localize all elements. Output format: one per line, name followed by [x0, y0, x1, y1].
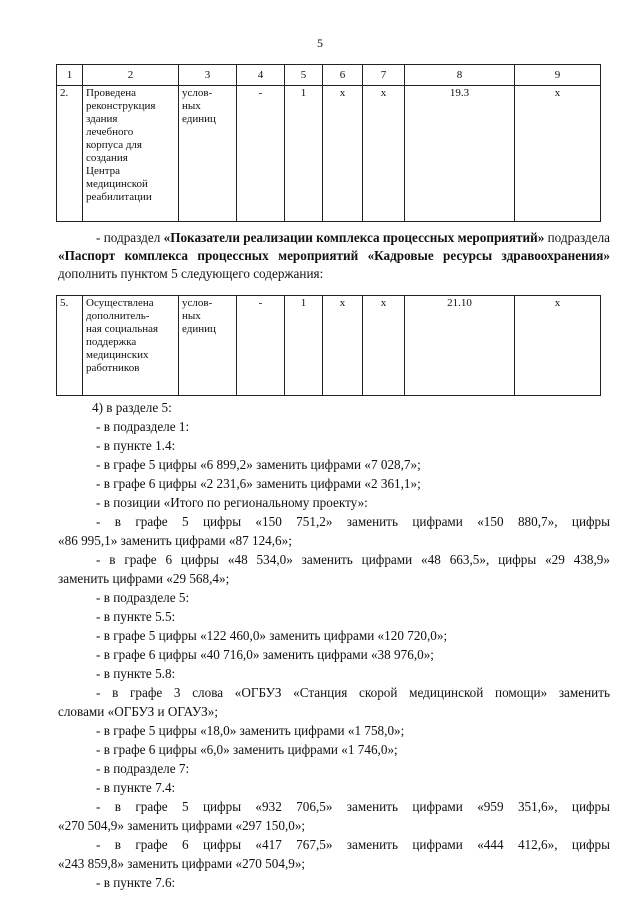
body-line: - в графе 5 цифры «18,0» заменить цифрами «1 758,0»;: [96, 723, 405, 738]
intro-text-2: подраздела: [547, 230, 611, 245]
cell-col7: х: [363, 86, 405, 222]
body-line: - в подразделе 1:: [96, 419, 190, 434]
cell-col8: 19.3: [405, 86, 515, 222]
body-line: - в графе 6 цифры «48 534,0» заменить цифрами «48 663,5», цифры «29 438,9»: [96, 552, 610, 567]
table-row: [57, 86, 601, 222]
row-name: Проведена реконструкция здания лечебного корпуса для создания Центра медицинской реабилитации: [83, 86, 179, 222]
header-cell: 8: [405, 65, 515, 86]
intro-text-1: подраздел: [103, 230, 161, 245]
intro-dash: -: [96, 230, 101, 245]
body-line: - в графе 6 цифры «417 767,5» заменить цифрами «444 412,6», цифры: [96, 837, 610, 852]
intro-quote-2: «Паспорт комплекса процессных мероприятий «Кадровые ресурсы здравоохранения»: [58, 248, 610, 263]
body-line: - в пункте 5.8:: [96, 666, 176, 681]
row-number: 2.: [57, 86, 83, 222]
header-cell: 2: [83, 65, 179, 86]
cell-col4: -: [237, 296, 285, 396]
cell-col4: -: [237, 86, 285, 222]
table-header-row: [57, 65, 601, 86]
intro-paragraph: [58, 229, 610, 283]
header-cell: 7: [363, 65, 405, 86]
body-line: «270 504,9» заменить цифрами «297 150,0»;: [58, 818, 306, 833]
header-cell: 5: [285, 65, 323, 86]
body-line: - в графе 5 цифры «150 751,2» заменить цифрами «150 880,7», цифры: [96, 514, 610, 529]
table-row: [57, 296, 601, 396]
header-cell: 4: [237, 65, 285, 86]
indicator-table-2: [56, 295, 601, 396]
intro-quote-1: «Показатели реализации комплекса процессных мероприятий»: [163, 230, 545, 245]
cell-col5: 1: [285, 296, 323, 396]
cell-col8: 21.10: [405, 296, 515, 396]
body-line: словами «ОГБУЗ и ОГАУЗ»;: [58, 704, 219, 719]
body-line: - в подразделе 5:: [96, 590, 190, 605]
body-line: - в графе 5 цифры «122 460,0» заменить цифрами «120 720,0»;: [96, 628, 448, 643]
body-line: - в позиции «Итого по региональному проекту»:: [96, 495, 368, 510]
cell-col6: х: [323, 86, 363, 222]
body-line: - в графе 6 цифры «2 231,6» заменить цифрами «2 361,1»;: [96, 476, 421, 491]
body-line: - в графе 5 цифры «932 706,5» заменить цифрами «959 351,6», цифры: [96, 799, 610, 814]
row-unit: услов- ных единиц: [179, 86, 237, 222]
cell-col9: х: [515, 86, 601, 222]
body-line: - в пункте 7.4:: [96, 780, 176, 795]
body-line: «86 995,1» заменить цифрами «87 124,6»;: [58, 533, 292, 548]
body-line: - в пункте 5.5:: [96, 609, 176, 624]
body-line: - в пункте 1.4:: [96, 438, 176, 453]
amendment-list: [58, 398, 610, 892]
header-cell: 3: [179, 65, 237, 86]
body-line: - в графе 6 цифры «6,0» заменить цифрами «1 746,0»;: [96, 742, 398, 757]
body-line: заменить цифрами «29 568,4»;: [58, 571, 230, 586]
cell-col7: х: [363, 296, 405, 396]
row-unit: услов- ных единиц: [179, 296, 237, 396]
header-cell: 9: [515, 65, 601, 86]
body-line: - в подразделе 7:: [96, 761, 190, 776]
cell-col9: х: [515, 296, 601, 396]
body-line: - в пункте 7.6:: [96, 875, 176, 890]
body-line: - в графе 6 цифры «40 716,0» заменить цифрами «38 976,0»;: [96, 647, 434, 662]
body-line: - в графе 5 цифры «6 899,2» заменить цифрами «7 028,7»;: [96, 457, 421, 472]
page-number: 5: [317, 36, 323, 50]
intro-text-3: дополнить пунктом 5 следующего содержания:: [58, 266, 324, 281]
header-cell: 6: [323, 65, 363, 86]
cell-col5: 1: [285, 86, 323, 222]
row-number: 5.: [57, 296, 83, 396]
indicator-table-1: [56, 64, 601, 222]
body-line: «243 859,8» заменить цифрами «270 504,9»;: [58, 856, 306, 871]
cell-col6: х: [323, 296, 363, 396]
row-name: Осуществлена дополнитель- ная социальная поддержка медицинских работников: [83, 296, 179, 396]
header-cell: 1: [57, 65, 83, 86]
body-line: 4) в разделе 5:: [92, 400, 172, 415]
body-line: - в графе 3 слова «ОГБУЗ «Станция скорой медицинской помощи» заменить: [96, 685, 610, 700]
